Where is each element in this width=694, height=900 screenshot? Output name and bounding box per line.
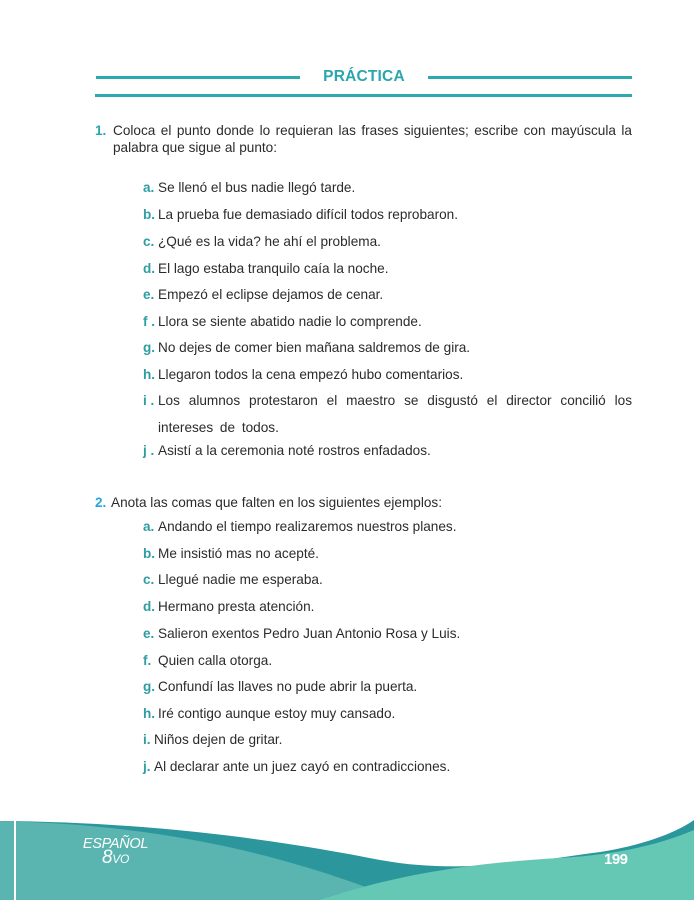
item-label: e. bbox=[143, 626, 155, 641]
exercise-instruction-text: Coloca el punto donde lo requieran las frases siguientes; escribe con mayúscula la palabra que sigue al punto: bbox=[113, 123, 632, 155]
list-item bbox=[143, 673, 417, 700]
item-text: Llora se siente abatido nadie lo comprende. bbox=[158, 314, 422, 329]
item-text: Confundí las llaves no pude abrir la puerta. bbox=[158, 679, 418, 694]
item-label: b. bbox=[143, 546, 156, 561]
list-item bbox=[143, 308, 422, 335]
item-label: b. bbox=[143, 207, 156, 222]
item-text: No dejes de comer bien mañana saldremos de gira. bbox=[158, 340, 471, 355]
item-label: g. bbox=[143, 340, 156, 355]
item-text: Niños dejen de gritar. bbox=[154, 732, 283, 747]
item-text: Llegaron todos la cena empezó hubo comentarios. bbox=[158, 367, 464, 382]
item-label: h. bbox=[143, 367, 156, 382]
brand-grade-suffix: VO bbox=[112, 852, 130, 866]
exercise-1-instruction bbox=[95, 122, 632, 156]
list-item bbox=[143, 228, 381, 255]
header-rule-left bbox=[96, 76, 300, 79]
list-item bbox=[143, 281, 383, 308]
item-text: Andando el tiempo realizaremos nuestros planes. bbox=[158, 519, 457, 534]
list-item bbox=[143, 387, 632, 441]
list-item bbox=[143, 593, 314, 620]
list-item bbox=[143, 437, 431, 464]
item-label: d. bbox=[143, 261, 156, 276]
item-label: j. bbox=[143, 759, 151, 774]
item-text: Llegué nadie me esperaba. bbox=[158, 572, 323, 587]
item-text: Me insistió mas no acepté. bbox=[158, 546, 319, 561]
list-item bbox=[143, 540, 319, 567]
book-brand bbox=[68, 837, 163, 866]
list-item bbox=[143, 255, 389, 282]
list-item bbox=[143, 174, 355, 201]
exercise-number: 2. bbox=[95, 495, 107, 510]
item-text: El lago estaba tranquilo caía la noche. bbox=[158, 261, 389, 276]
list-item bbox=[143, 726, 282, 753]
list-item bbox=[143, 334, 470, 361]
item-label: f. bbox=[143, 653, 152, 668]
item-label: f . bbox=[143, 314, 156, 329]
item-label: a. bbox=[143, 519, 155, 534]
item-text: Hermano presta atención. bbox=[158, 599, 315, 614]
item-label: a. bbox=[143, 180, 155, 195]
brand-grade-number: 8 bbox=[101, 847, 113, 868]
item-text: Empezó el eclipse dejamos de cenar. bbox=[158, 287, 384, 302]
item-label: h. bbox=[143, 706, 156, 721]
list-item bbox=[143, 566, 323, 593]
item-text: La prueba fue demasiado difícil todos reprobaron. bbox=[158, 207, 459, 222]
header-rule-right bbox=[428, 76, 632, 79]
item-text: Se llenó el bus nadie llegó tarde. bbox=[158, 180, 356, 195]
item-text: Asistí a la ceremonia noté rostros enfadados. bbox=[158, 443, 431, 458]
item-label: g. bbox=[143, 679, 156, 694]
item-label: i. bbox=[143, 732, 151, 747]
item-label: c. bbox=[143, 234, 155, 249]
list-item bbox=[143, 201, 458, 228]
exercise-2-instruction bbox=[95, 494, 632, 511]
list-item bbox=[143, 700, 395, 727]
list-item bbox=[143, 753, 450, 780]
exercise-number: 1. bbox=[95, 123, 107, 138]
item-label: c. bbox=[143, 572, 155, 587]
item-label: i . bbox=[143, 393, 155, 408]
list-item bbox=[143, 513, 456, 540]
item-label: j . bbox=[143, 443, 155, 458]
item-text: Salieron exentos Pedro Juan Antonio Rosa y Luis. bbox=[158, 626, 461, 641]
page-number: 199 bbox=[604, 851, 628, 868]
item-label: e. bbox=[143, 287, 155, 302]
brand-subject: ESPAÑOL bbox=[82, 836, 149, 852]
brand-grade bbox=[68, 847, 163, 868]
footer-vertical-divider bbox=[14, 821, 16, 900]
item-text: Iré contigo aunque estoy muy cansado. bbox=[158, 706, 396, 721]
item-text: ¿Qué es la vida? he ahí el problema. bbox=[158, 234, 381, 249]
item-text: Al declarar ante un juez cayó en contradicciones. bbox=[154, 759, 451, 774]
item-label: d. bbox=[143, 599, 156, 614]
list-item bbox=[143, 647, 272, 674]
list-item bbox=[143, 361, 463, 388]
exercise-instruction-text: Anota las comas que falten en los siguientes ejemplos: bbox=[111, 495, 442, 510]
list-item bbox=[143, 620, 460, 647]
header-underline bbox=[95, 94, 632, 97]
page-title: PRÁCTICA bbox=[323, 68, 405, 85]
item-text: Quien calla otorga. bbox=[158, 653, 273, 668]
item-text: Los alumnos protestaron el maestro se disgustó el director concilió los intereses de todos. bbox=[158, 393, 632, 435]
